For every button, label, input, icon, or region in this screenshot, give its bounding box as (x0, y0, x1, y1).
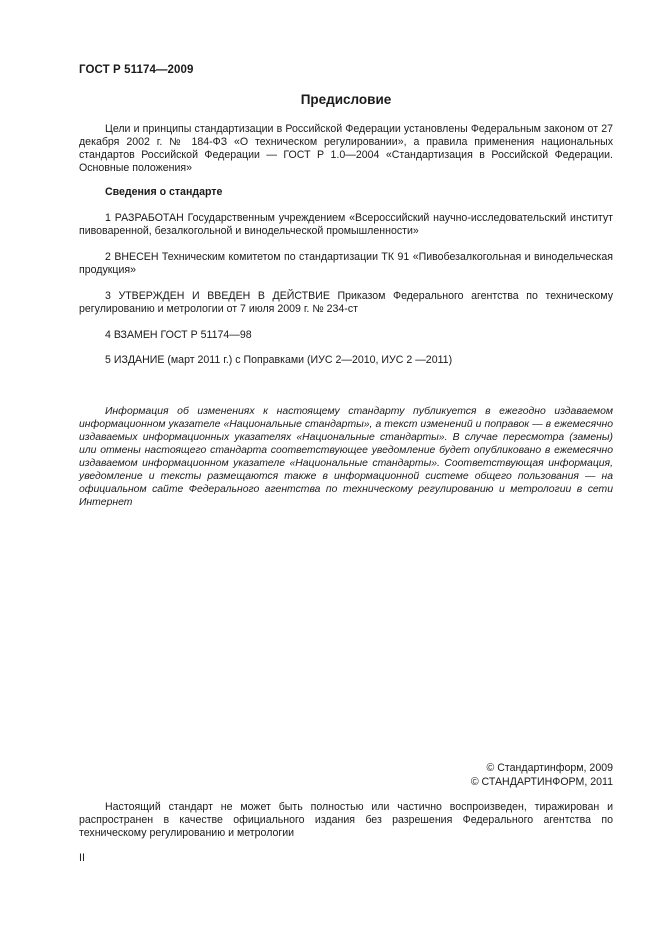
standard-info-item-5: 5 ИЗДАНИЕ (март 2011 г.) с Поправками (ИУС 2—2010, ИУС 2 —2011) (105, 354, 453, 366)
rights-notice: Настоящий стандарт не может быть полностью или частично воспроизведен, тиражирован и распространен в качестве официального издания без разрешения Федерального агентства по техническому регулированию и метрологии (79, 801, 613, 839)
standard-info-item-1: 1 РАЗРАБОТАН Государственным учреждением «Всероссийский научно-исследовательский институт пивоваренной, безалкогольной и винодельческой промышленности» (79, 212, 613, 237)
changes-info-notice: Информация об изменениях к настоящему стандарту публикуется в ежегодно издаваемом информационном указателе «Национальные стандарты», а текст изменений и поправок — в ежемесячно издаваемых информационных указателях «Национальные стандарты». В случае пересмотра (замены) или отмены настоящего стандарта соответствующее уведомление будет опубликовано в ежемесячно издаваемом информационном указателе «Национальные стандарты». Соответствующая информация, уведомление и тексты размещаются также в информационной системе общего пользования — на официальном сайте Федерального агентства по техническому регулированию и метрологии в сети Интернет (79, 406, 613, 508)
page-title: Предисловие (300, 92, 392, 107)
standard-info-item-4: 4 ВЗАМЕН ГОСТ Р 51174—98 (105, 329, 252, 341)
page-number: II (79, 852, 85, 864)
section-heading: Сведения о стандарте (105, 186, 223, 198)
document-header-id: ГОСТ Р 51174—2009 (79, 64, 194, 76)
intro-paragraph: Цели и принципы стандартизации в Российской Федерации установлены Федеральным законом от 27 декабря 2002 г. № 184-ФЗ «О техническом регулировании», а правила применения национальных стандартов Российской Федерации — ГОСТ Р 1.0—2004 «Стандартизация в Российской Федерации. Основные положения» (79, 123, 613, 174)
copyright-line-2011: © СТАНДАРТИНФОРМ, 2011 (470, 776, 613, 788)
standard-info-item-2: 2 ВНЕСЕН Техническим комитетом по стандартизации ТК 91 «Пивобезалкогольная и винодельческая продукция» (79, 251, 613, 276)
copyright-line-2009: © Стандартинформ, 2009 (486, 762, 613, 774)
standard-info-item-3: 3 УТВЕРЖДЕН И ВВЕДЕН В ДЕЙСТВИЕ Приказом Федерального агентства по техническому регулированию и метрологии от 7 июля 2009 г. № 234-ст (79, 290, 613, 315)
